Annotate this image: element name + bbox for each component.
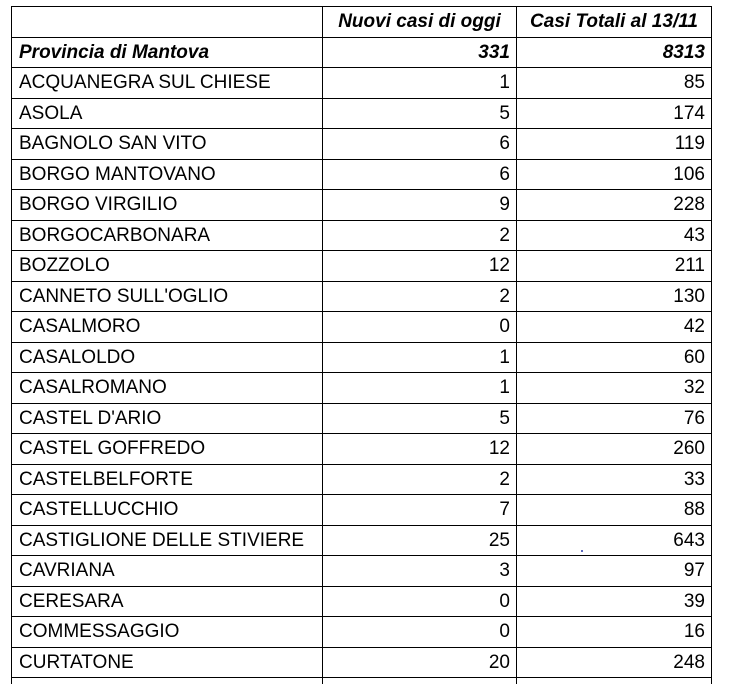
new-cases-cell: 0 [323,586,517,617]
new-cases-cell: 5 [323,98,517,129]
municipality-name: CASALMORO [12,312,323,343]
municipality-name: CANNETO SULL'OGLIO [12,281,323,312]
table-row [12,342,712,373]
total-cases-cell: 248 [517,647,712,678]
municipality-name: ACQUANEGRA SUL CHIESE [12,68,323,99]
new-cases-cell: 2 [323,220,517,251]
summary-row [12,37,712,68]
new-cases-cell: 6 [323,159,517,190]
table-row [12,98,712,129]
total-cases-cell: 43 [517,220,712,251]
total-cases-cell: 174 [517,98,712,129]
new-cases-cell: 2 [323,281,517,312]
new-cases-cell: 20 [323,647,517,678]
municipality-name: CERESARA [12,586,323,617]
new-cases-cell: 7 [323,495,517,526]
total-cases-cell: 119 [517,129,712,160]
table-row-partial [12,678,712,685]
table-row [12,647,712,678]
total-cases-cell: 97 [517,556,712,587]
municipality-name: CASALROMANO [12,373,323,404]
table-row [12,220,712,251]
total-cases-cell: 32 [517,373,712,404]
municipality-name: ASOLA [12,98,323,129]
table-row [12,464,712,495]
total-cases-cell: 42 [517,312,712,343]
new-cases-cell: 0 [323,617,517,648]
new-cases-cell: 0 [323,312,517,343]
partial-cell [12,678,323,685]
new-cases-cell: 9 [323,190,517,221]
table-row [12,586,712,617]
municipality-name: CASTIGLIONE DELLE STIVIERE [12,525,323,556]
header-row [12,7,712,38]
province-name: Provincia di Mantova [12,37,323,68]
total-cases-cell: 211 [517,251,712,282]
table-row [12,525,712,556]
municipality-name: BORGO MANTOVANO [12,159,323,190]
municipality-name: CASTELLUCCHIO [12,495,323,526]
municipality-name: BORGOCARBONARA [12,220,323,251]
new-cases-cell: 25 [323,525,517,556]
municipality-name: CURTATONE [12,647,323,678]
new-cases-cell: 3 [323,556,517,587]
new-cases-cell: 12 [323,251,517,282]
total-cases-cell: 106 [517,159,712,190]
table-row [12,68,712,99]
province-total-cases: 8313 [517,37,712,68]
partial-cell [517,678,712,685]
total-cases-cell: 60 [517,342,712,373]
table-row [12,434,712,465]
total-cases-cell: 130 [517,281,712,312]
total-cases-cell: 228 [517,190,712,221]
municipality-name: CASALOLDO [12,342,323,373]
new-cases-cell: 1 [323,373,517,404]
cases-table [11,6,712,684]
new-cases-cell: 2 [323,464,517,495]
municipality-name: BAGNOLO SAN VITO [12,129,323,160]
total-cases-cell: 33 [517,464,712,495]
stray-dot [581,550,583,552]
table-row [12,403,712,434]
total-cases-cell: 643 [517,525,712,556]
municipality-name: CAVRIANA [12,556,323,587]
total-cases-cell: 85 [517,68,712,99]
new-cases-cell: 6 [323,129,517,160]
table-row [12,617,712,648]
header-new-cases: Nuovi casi di oggi [323,7,517,38]
new-cases-cell: 5 [323,403,517,434]
header-total-cases: Casi Totali al 13/11 [517,7,712,38]
total-cases-cell: 260 [517,434,712,465]
table-row [12,556,712,587]
table-row [12,129,712,160]
new-cases-cell: 1 [323,342,517,373]
table-row [12,159,712,190]
header-name-cell [12,7,323,38]
municipality-name: CASTEL D'ARIO [12,403,323,434]
municipality-name: COMMESSAGGIO [12,617,323,648]
table-row [12,495,712,526]
municipality-name: BORGO VIRGILIO [12,190,323,221]
municipality-name: CASTELBELFORTE [12,464,323,495]
partial-cell [323,678,517,685]
municipality-name: CASTEL GOFFREDO [12,434,323,465]
table-row [12,190,712,221]
table-row [12,312,712,343]
total-cases-cell: 76 [517,403,712,434]
province-new-cases: 331 [323,37,517,68]
table-row [12,373,712,404]
total-cases-cell: 39 [517,586,712,617]
table-row [12,281,712,312]
total-cases-cell: 88 [517,495,712,526]
new-cases-cell: 1 [323,68,517,99]
municipality-name: BOZZOLO [12,251,323,282]
new-cases-cell: 12 [323,434,517,465]
table-row [12,251,712,282]
total-cases-cell: 16 [517,617,712,648]
